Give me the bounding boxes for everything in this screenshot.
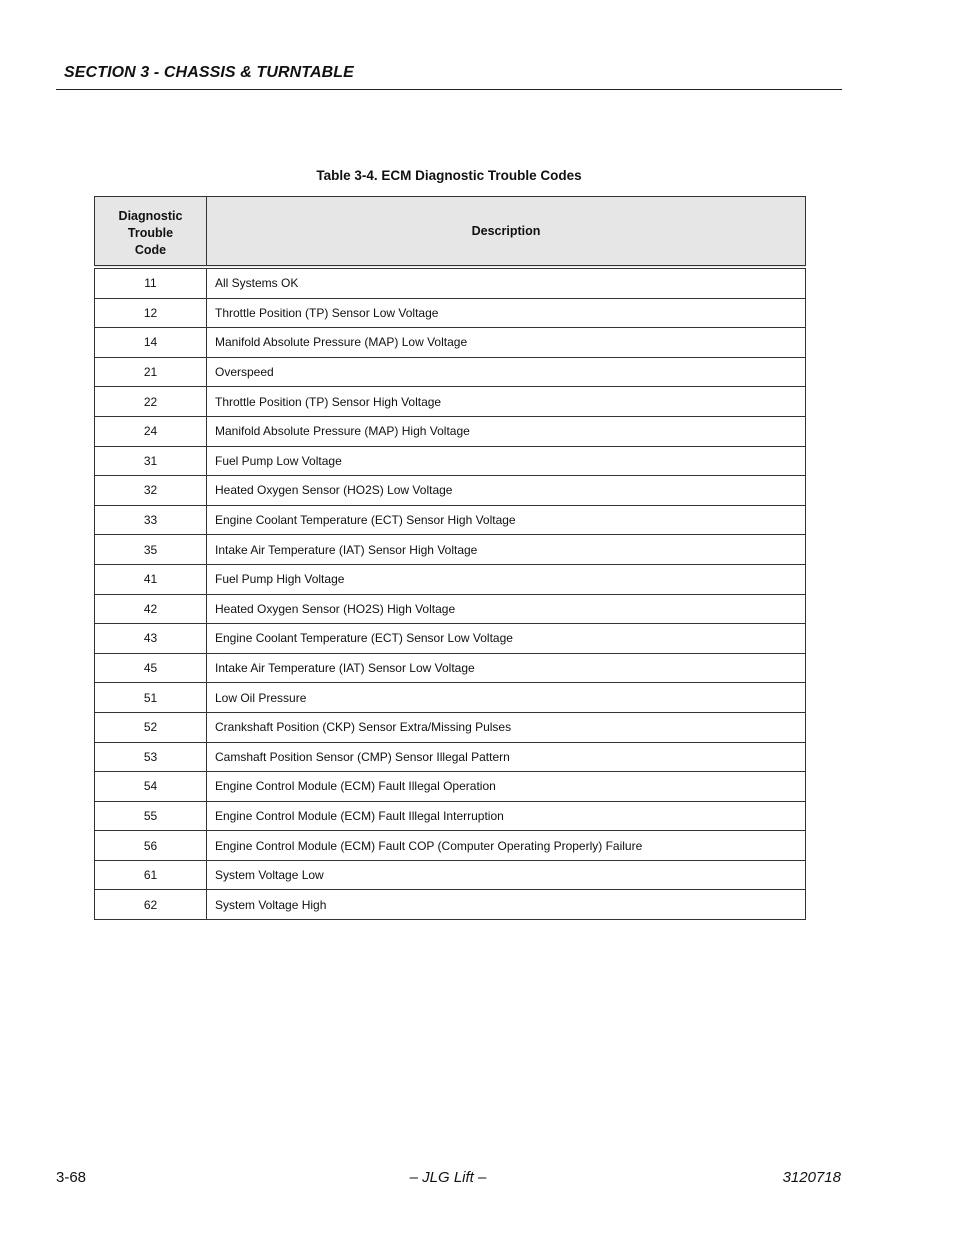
table-row: [95, 742, 806, 772]
description-cell: Engine Coolant Temperature (ECT) Sensor High Voltage: [207, 505, 806, 535]
dtc-table: [94, 196, 806, 920]
code-cell: 54: [95, 772, 207, 802]
section-header: [56, 64, 842, 90]
code-cell: 43: [95, 624, 207, 654]
code-cell: 21: [95, 357, 207, 387]
column-header-code-line3: Code: [134, 242, 167, 257]
code-cell: 61: [95, 860, 207, 890]
description-cell: Manifold Absolute Pressure (MAP) High Voltage: [207, 416, 806, 446]
description-cell: Engine Control Module (ECM) Fault Illegal Operation: [207, 772, 806, 802]
table-row: [95, 594, 806, 624]
table-header-row: [95, 197, 806, 268]
table-row: [95, 416, 806, 446]
description-cell: Manifold Absolute Pressure (MAP) Low Voltage: [207, 328, 806, 358]
code-cell: 41: [95, 564, 207, 594]
description-cell: Low Oil Pressure: [207, 683, 806, 713]
table-row: [95, 890, 806, 920]
description-cell: System Voltage Low: [207, 860, 806, 890]
description-cell: Throttle Position (TP) Sensor High Voltage: [207, 387, 806, 417]
code-cell: 52: [95, 712, 207, 742]
description-cell: Engine Coolant Temperature (ECT) Sensor Low Voltage: [207, 624, 806, 654]
table-row: [95, 535, 806, 565]
column-header-description: Description: [207, 197, 806, 268]
code-cell: 55: [95, 801, 207, 831]
code-cell: 11: [95, 267, 207, 298]
code-cell: 53: [95, 742, 207, 772]
code-cell: 35: [95, 535, 207, 565]
code-cell: 62: [95, 890, 207, 920]
table-row: [95, 267, 806, 298]
table-row: [95, 712, 806, 742]
table-row: [95, 653, 806, 683]
code-cell: 24: [95, 416, 207, 446]
document-number: 3120718: [782, 1169, 841, 1186]
table-row: [95, 772, 806, 802]
column-header-code-line1: Diagnostic: [118, 208, 183, 223]
footer-publisher: – JLG Lift –: [409, 1169, 487, 1186]
description-cell: Engine Control Module (ECM) Fault COP (Computer Operating Properly) Failure: [207, 831, 806, 861]
description-cell: Overspeed: [207, 357, 806, 387]
code-cell: 31: [95, 446, 207, 476]
description-cell: Fuel Pump High Voltage: [207, 564, 806, 594]
table-body: [95, 267, 806, 920]
table-row: [95, 357, 806, 387]
description-cell: System Voltage High: [207, 890, 806, 920]
code-cell: 45: [95, 653, 207, 683]
code-cell: 22: [95, 387, 207, 417]
table-row: [95, 860, 806, 890]
table-row: [95, 801, 806, 831]
table-row: [95, 387, 806, 417]
section-title: SECTION 3 - CHASSIS & TURNTABLE: [64, 64, 354, 81]
description-cell: Crankshaft Position (CKP) Sensor Extra/Missing Pulses: [207, 712, 806, 742]
table-row: [95, 831, 806, 861]
description-cell: All Systems OK: [207, 267, 806, 298]
table-caption: Table 3-4. ECM Diagnostic Trouble Codes: [316, 168, 582, 183]
code-cell: 42: [95, 594, 207, 624]
description-cell: Heated Oxygen Sensor (HO2S) Low Voltage: [207, 476, 806, 506]
description-cell: Camshaft Position Sensor (CMP) Sensor Illegal Pattern: [207, 742, 806, 772]
description-cell: Fuel Pump Low Voltage: [207, 446, 806, 476]
description-cell: Heated Oxygen Sensor (HO2S) High Voltage: [207, 594, 806, 624]
column-header-code-line2: Trouble: [127, 225, 174, 240]
description-cell: Intake Air Temperature (IAT) Sensor Low Voltage: [207, 653, 806, 683]
code-cell: 56: [95, 831, 207, 861]
description-cell: Throttle Position (TP) Sensor Low Voltage: [207, 298, 806, 328]
code-cell: 33: [95, 505, 207, 535]
table-row: [95, 446, 806, 476]
code-cell: 12: [95, 298, 207, 328]
code-cell: 51: [95, 683, 207, 713]
table-row: [95, 624, 806, 654]
table-row: [95, 328, 806, 358]
description-cell: Engine Control Module (ECM) Fault Illegal Interruption: [207, 801, 806, 831]
code-cell: 32: [95, 476, 207, 506]
table-row: [95, 476, 806, 506]
code-cell: 14: [95, 328, 207, 358]
table-row: [95, 505, 806, 535]
column-header-code: [95, 197, 207, 268]
table-row: [95, 564, 806, 594]
table-row: [95, 683, 806, 713]
page-number: 3-68: [56, 1169, 87, 1186]
table-row: [95, 298, 806, 328]
description-cell: Intake Air Temperature (IAT) Sensor High Voltage: [207, 535, 806, 565]
